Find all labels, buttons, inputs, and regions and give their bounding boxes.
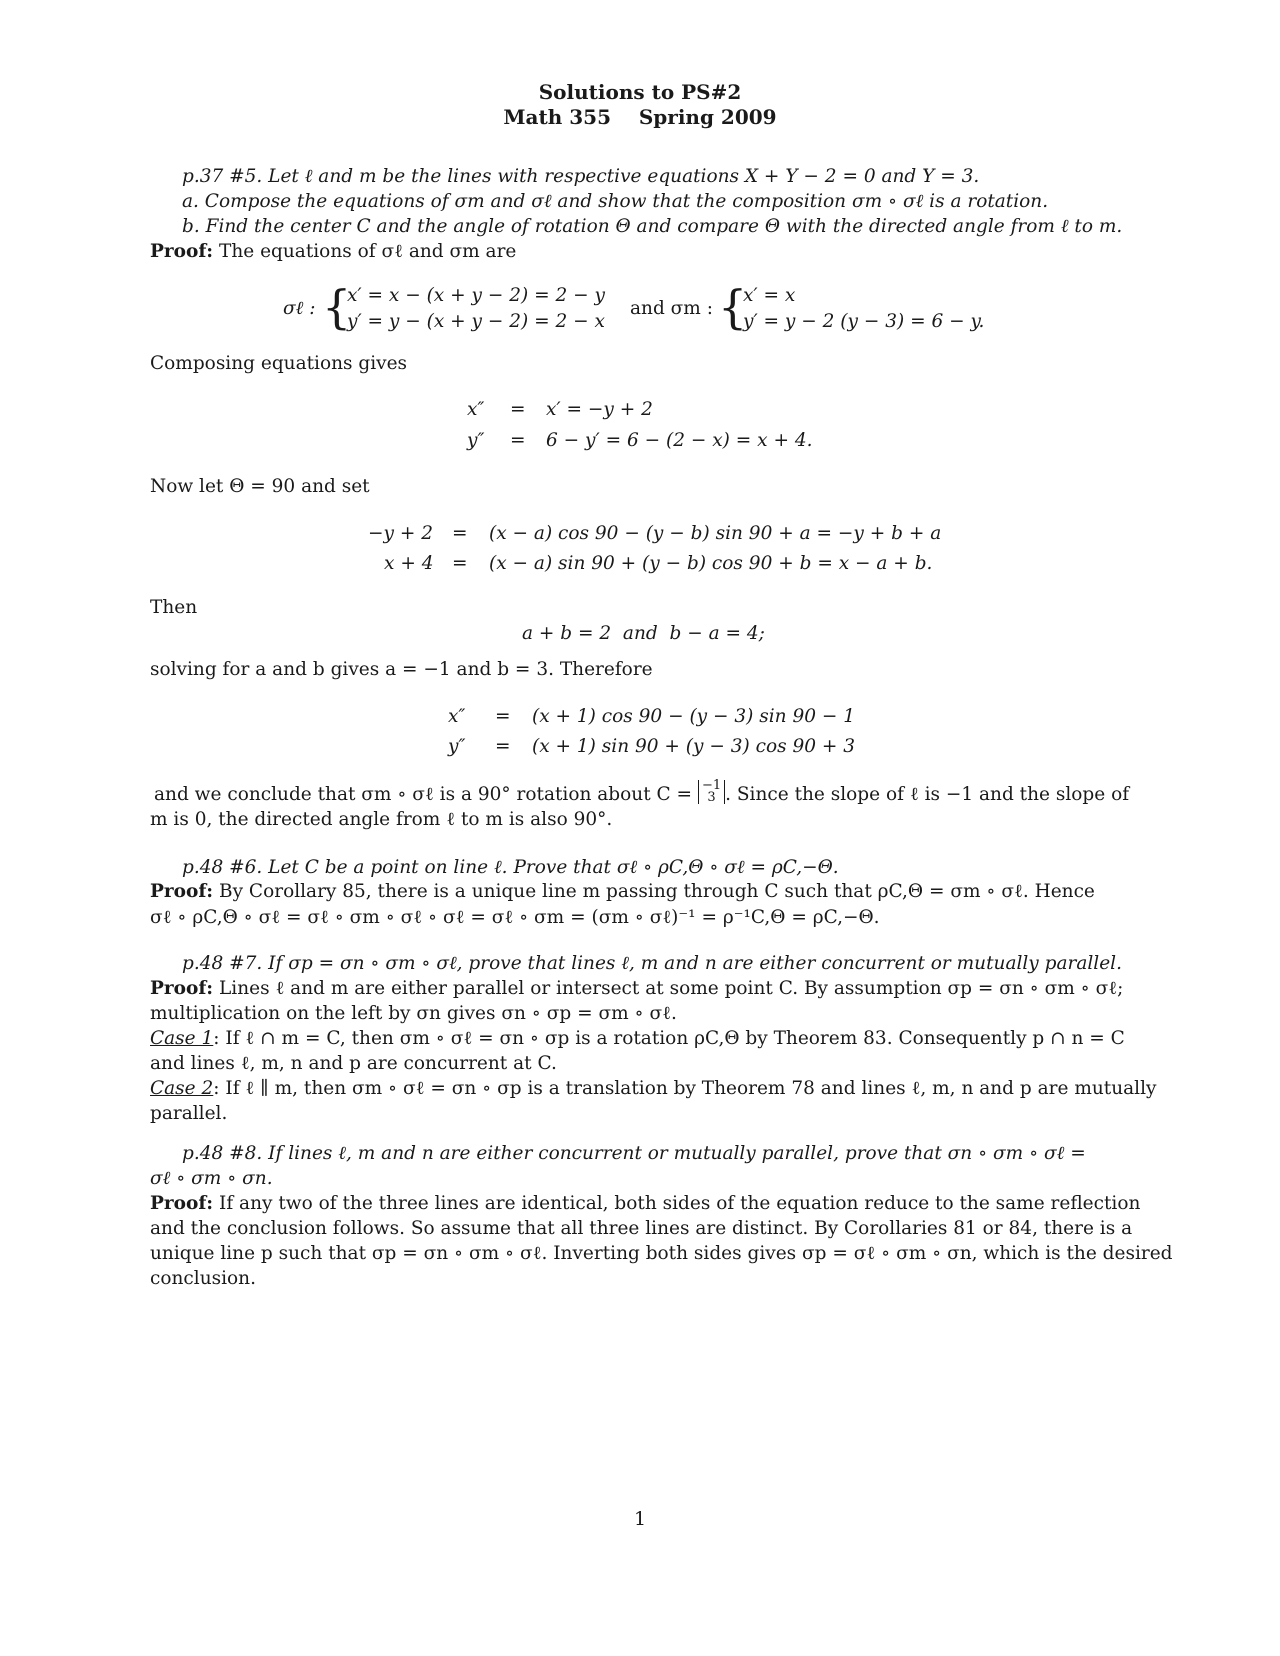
problem-6-proof-line-1 [150, 880, 1130, 904]
conclusion-text-a: and we conclude that σm ∘ σℓ is a 90° rotation about C = [154, 784, 698, 805]
sigma-m-eq-1: x′ = x [743, 285, 796, 306]
rotation-eq-2-lhs: x + 4 [384, 553, 434, 574]
rotation-eq-1-lhs: −y + 2 [368, 523, 433, 544]
document-title [0, 80, 1280, 130]
final-eq-1-equals: = [495, 706, 511, 727]
proof-label: Proof: [150, 1193, 214, 1214]
compose-eq-2-equals: = [510, 430, 526, 451]
case-1-label: Case 1 [150, 1028, 214, 1049]
problem-7-proof-line-1 [150, 977, 1130, 1001]
vector-bottom: 3 [707, 790, 716, 805]
problem-6-proof-line-2: σℓ ∘ ρC,Θ ∘ σℓ = σℓ ∘ σm ∘ σℓ ∘ σℓ = σℓ ∘ σm = (σm ∘ σℓ)⁻¹ = ρ⁻¹C,Θ = ρC,−Θ. [150, 907, 880, 928]
proof-label: Proof: [150, 881, 214, 902]
problem-8-proof-line-4: conclusion. [150, 1268, 256, 1289]
sigma-l-label: σℓ : [283, 298, 316, 319]
conclusion-text-b: . Since the slope of ℓ is −1 and the slope of [725, 784, 1130, 805]
problem-5-part-a: a. Compose the equations of σm and σℓ and show that the composition σm ∘ σℓ is a rotation. [182, 191, 1049, 212]
problem-8-proof-line-1 [150, 1192, 1141, 1216]
compose-eq-1-rhs: x′ = −y + 2 [546, 399, 653, 420]
case-2-text: : If ℓ ∥ m, then σm ∘ σℓ = σn ∘ σp is a translation by Theorem 78 and lines ℓ, m, n and p are mutually [213, 1078, 1157, 1099]
rotation-eq-1-equals: = [452, 523, 468, 544]
proof-text: The equations of σℓ and σm are [213, 241, 517, 262]
final-eq-2-lhs: y″ [448, 736, 466, 757]
ab-equations: a + b = 2 and b − a = 4; [522, 623, 765, 644]
proof-text: If any two of the three lines are identical, both sides of the equation reduce to the same reflection [213, 1193, 1141, 1214]
center-vector [698, 780, 725, 804]
and-sigma-m-label: and σm : [630, 298, 713, 319]
problem-7-statement: p.48 #7. If σp = σn ∘ σm ∘ σℓ, prove that lines ℓ, m and n are either concurrent or mutually parallel. [182, 953, 1122, 974]
then-text: Then [150, 597, 198, 618]
final-eq-2-equals: = [495, 736, 511, 757]
problem-8-proof-line-2: and the conclusion follows. So assume that all three lines are distinct. By Corollaries 81 or 84, there is a [150, 1218, 1133, 1239]
final-eq-2-rhs: (x + 1) sin 90 + (y − 3) cos 90 + 3 [532, 736, 856, 757]
compose-eq-2-rhs: 6 − y′ = 6 − (2 − x) = x + 4. [546, 430, 813, 451]
case-1-text: : If ℓ ∩ m = C, then σm ∘ σℓ = σn ∘ σp is a rotation ρC,Θ by Theorem 83. Consequently p ∩ n = C [213, 1028, 1125, 1049]
solving-text: solving for a and b gives a = −1 and b = 3. Therefore [150, 659, 653, 680]
compose-eq-1-equals: = [510, 399, 526, 420]
proof-text: Lines ℓ and m are either parallel or intersect at some point C. By assumption σp = σn ∘ σm ∘ σℓ; [213, 978, 1124, 999]
sigma-l-eq-1: x′ = x − (x + y − 2) = 2 − y [347, 285, 605, 306]
case-1-line-1 [150, 1027, 1130, 1051]
rotation-eq-2-equals: = [452, 553, 468, 574]
now-let-text: Now let Θ = 90 and set [150, 476, 370, 497]
rotation-eq-2-rhs: (x − a) sin 90 + (y − b) cos 90 + b = x − a + b. [489, 553, 933, 574]
problem-5-statement: p.37 #5. Let ℓ and m be the lines with respective equations X + Y − 2 = 0 and Y = 3. [182, 166, 980, 187]
case-2-line-2: parallel. [150, 1103, 228, 1124]
case-2-line-1 [150, 1077, 1157, 1101]
left-brace-m: { [718, 280, 748, 334]
page-number: 1 [633, 1508, 647, 1530]
case-1-line-2: and lines ℓ, m, n and p are concurrent at C. [150, 1053, 557, 1074]
final-eq-1-rhs: (x + 1) cos 90 − (y − 3) sin 90 − 1 [532, 706, 856, 727]
composing-text: Composing equations gives [150, 353, 408, 374]
final-eq-1-lhs: x″ [448, 706, 466, 727]
problem-8-proof-line-3: unique line p such that σp = σn ∘ σm ∘ σℓ. Inverting both sides gives σp = σℓ ∘ σm ∘ σn, which is the desired [150, 1243, 1173, 1264]
problem-5-part-b: b. Find the center C and the angle of rotation Θ and compare Θ with the directed angle from ℓ to m. [182, 216, 1123, 237]
compose-eq-2-lhs: y″ [467, 430, 485, 451]
left-brace-l: { [322, 280, 352, 334]
proof-label: Proof: [150, 978, 214, 999]
problem-8-statement-line-2: σℓ ∘ σm ∘ σn. [150, 1168, 273, 1189]
case-2-label: Case 2 [150, 1078, 214, 1099]
sigma-m-eq-2: y′ = y − 2 (y − 3) = 6 − y. [743, 311, 985, 332]
sigma-l-eq-2: y′ = y − (x + y − 2) = 2 − x [347, 311, 605, 332]
problem-6-statement: p.48 #6. Let C be a point on line ℓ. Prove that σℓ ∘ ρC,Θ ∘ σℓ = ρC,−Θ. [182, 857, 839, 878]
title-line-1: Solutions to PS#2 [538, 80, 742, 104]
problem-7-proof-line-2: multiplication on the left by σn gives σn ∘ σp = σm ∘ σℓ. [150, 1003, 677, 1024]
problem-5-proof-intro [150, 240, 1130, 264]
proof-text: By Corollary 85, there is a unique line m passing through C such that ρC,Θ = σm ∘ σℓ. Hence [213, 881, 1095, 902]
vector-top: −1 [701, 778, 722, 793]
proof-label: Proof: [150, 241, 214, 262]
title-line-2: Math 355 Spring 2009 [503, 105, 777, 129]
problem-8-statement-line-1: p.48 #8. If lines ℓ, m and n are either concurrent or mutually parallel, prove that σn ∘ σm ∘ σℓ = [182, 1143, 1086, 1164]
conclusion-line-2: m is 0, the directed angle from ℓ to m is also 90°. [150, 809, 613, 830]
rotation-eq-1-rhs: (x − a) cos 90 − (y − b) sin 90 + a = −y + b + a [489, 523, 942, 544]
conclusion-line-1 [154, 778, 1134, 807]
compose-eq-1-lhs: x″ [467, 399, 485, 420]
